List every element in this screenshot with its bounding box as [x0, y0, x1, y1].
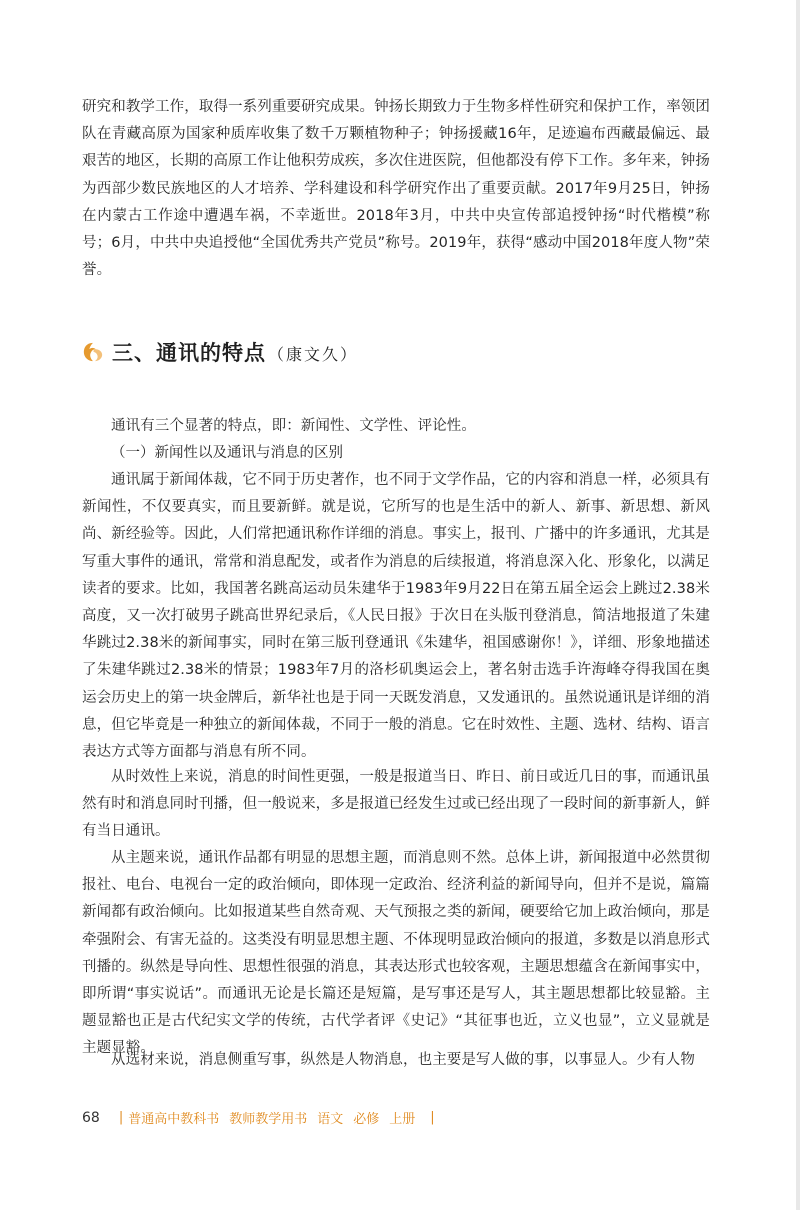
subsection-heading: （一）新闻性以及通讯与消息的区别	[111, 445, 343, 461]
footer-book-type: 教师教学用书	[229, 1112, 308, 1127]
page-footer	[82, 1108, 440, 1127]
body-paragraph-material: 从选材来说，消息侧重写事，纵然是人物消息，也主要是写人做的事，以事显人。少有人物	[111, 1052, 695, 1068]
section-title: 三、通讯的特点	[112, 341, 266, 365]
page-number: 68	[82, 1109, 100, 1126]
footer-divider: |	[118, 1110, 124, 1125]
body-paragraph-timeliness: 从时效性上来说，消息的时间性更强，一般是报道当日、昨日、前日或近几日的事，而通讯虽然有时和消息同时刊播，但一般说来，多是报道已经发生过或已经出现了一段时间的新事新人，鲜有当日通讯。	[82, 769, 710, 840]
section-author: （康文久）	[268, 345, 359, 364]
footer-module: 必修	[353, 1112, 380, 1127]
footer-volume: 上册	[389, 1112, 416, 1127]
body-paragraph-theme: 从主题来说，通讯作品都有明显的思想主题，而消息则不然。总体上讲，新闻报道中必然贯彻报社、电台、电视台一定的政治倾向，即体现一定政治、经济利益的新闻导向，但并不是说，篇篇新闻都有政治倾向。比如报道某些自然奇观、天气预报之类的新闻，硬要给它加上政治倾向，那是牵强附会、有害无益的。这类没有明显思想主题、不体现明显政治倾向的报道，多数是以消息形式刊播的。纵然是导向性、思想性很强的消息，其表达形式也较客观，主题思想蕴含在新闻事实中，即所谓“事实说话”。而通讯无论是长篇还是短篇，是写事还是写人，其主题思想都比较显豁。主题显豁也正是古代纪实文学的传统，古代学者评《史记》“其征事也近，立义也显”，立义显就是主题显豁。	[82, 850, 710, 1057]
footer-divider-end: |	[430, 1110, 435, 1125]
swirl-section-icon	[82, 341, 104, 363]
footer-subject: 语文	[317, 1112, 344, 1127]
body-paragraph-newsworthiness: 通讯属于新闻体裁，它不同于历史著作，也不同于文学作品，它的内容和消息一样，必须具有新闻性，不仅要真实，而且要新鲜。就是说，它所写的也是生活中的新人、新事、新思想、新风尚、新经验等。因此，人们常把通讯称作详细的消息。事实上，报刊、广播中的许多通讯，尤其是写重大事件的通讯，常常和消息配发，或者作为消息的后续报道，将消息深入化、形象化，以满足读者的要求。比如，我国著名跳高运动员朱建华于1983年9月22日在第五届全运会上跳过2.38米高度，又一次打破男子跳高世界纪录后，《人民日报》于次日在头版刊登消息，简洁地报道了朱建华跳过2.38米的新闻事实，同时在第三版刊登通讯《朱建华，祖国感谢你！》，详细、形象地描述了朱建华跳过2.38米的情景；1983年7月的洛杉矶奥运会上，著名射击选手许海峰夺得我国在奥运会历史上的第一块金牌后，新华社也是于同一天既发消息，又发通讯的。虽然说通讯是详细的消息，但它毕竟是一种独立的新闻体裁，不同于一般的消息。它在时效性、主题、选材、结构、语言表达方式等方面都与消息有所不同。	[82, 472, 710, 761]
section-heading	[82, 337, 358, 367]
intro-paragraph: 通讯有三个显著的特点，即：新闻性、文学性、评论性。	[111, 418, 476, 434]
continued-paragraph: 研究和教学工作，取得一系列重要研究成果。钟扬长期致力于生物多样性研究和保护工作，率领团队在青藏高原为国家种质库收集了数千万颗植物种子；钟扬援藏16年，足迹遍布西藏最偏远、最艰苦的地区，长期的高原工作让他积劳成疾，多次住进医院，但他都没有停下工作。多年来，钟扬为西部少数民族地区的人才培养、学科建设和科学研究作出了重要贡献。2017年9月25日，钟扬在内蒙古工作途中遭遇车祸，不幸逝世。2018年3月，中共中央宣传部追授钟扬“时代楷模”称号；6月，中共中央追授他“全国优秀共产党员”称号。2019年，获得“感动中国2018年度人物”荣誉。	[82, 99, 710, 279]
footer-series: 普通高中教科书	[128, 1112, 220, 1127]
